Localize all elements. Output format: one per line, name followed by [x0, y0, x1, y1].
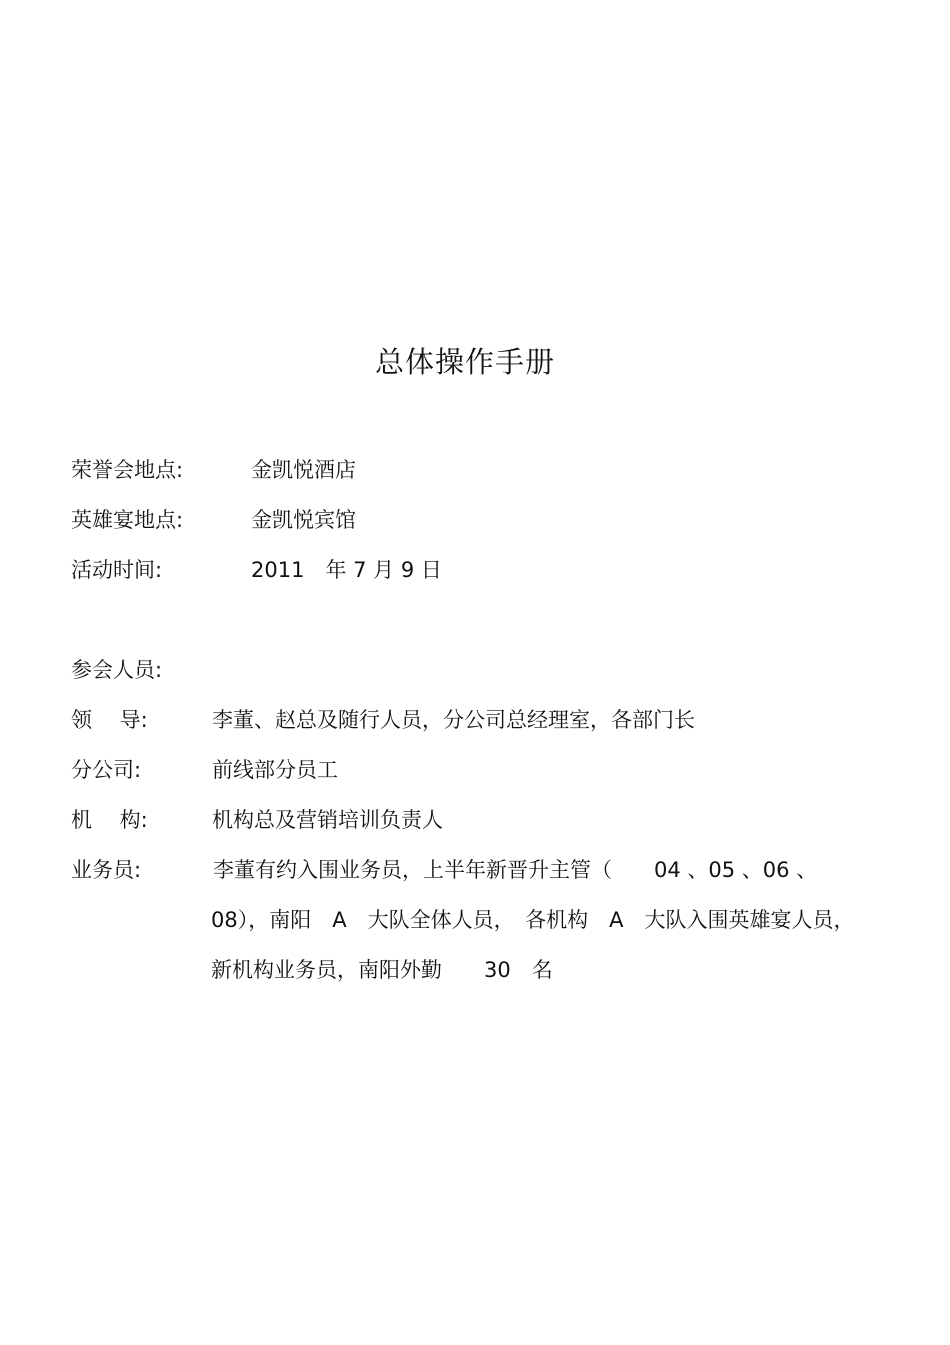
- institution-label: 机 构:: [71, 808, 148, 832]
- attendees-heading: 参会人员:: [71, 658, 163, 682]
- leaders-label: 领 导:: [71, 708, 148, 732]
- agents-line-3: 新机构业务员，南阳外勤 30 名: [211, 958, 553, 982]
- document-title: 总体操作手册: [374, 345, 555, 379]
- event-time-value: 2011 年 7 月 9 日: [251, 558, 442, 582]
- agents-label: 业务员:: [71, 858, 142, 882]
- honor-venue-label: 荣誉会地点:: [71, 458, 184, 482]
- branch-value: 前线部分员工: [212, 758, 338, 782]
- branch-label: 分公司:: [71, 758, 142, 782]
- leaders-value: 李董、赵总及随行人员，分公司总经理室，各部门长: [212, 708, 695, 732]
- institution-value: 机构总及营销培训负责人: [212, 808, 443, 832]
- agents-line-2: 08），南阳 A 大队全体人员， 各机构 A 大队入围英雄宴人员，: [211, 908, 855, 932]
- honor-venue-value: 金凯悦酒店: [251, 458, 356, 482]
- hero-banquet-label: 英雄宴地点:: [71, 508, 184, 532]
- event-time-label: 活动时间:: [71, 558, 163, 582]
- agents-line-1: 李董有约入围业务员，上半年新晋升主管（ 04 、05 、06 、: [213, 858, 818, 882]
- hero-banquet-value: 金凯悦宾馆: [251, 508, 356, 532]
